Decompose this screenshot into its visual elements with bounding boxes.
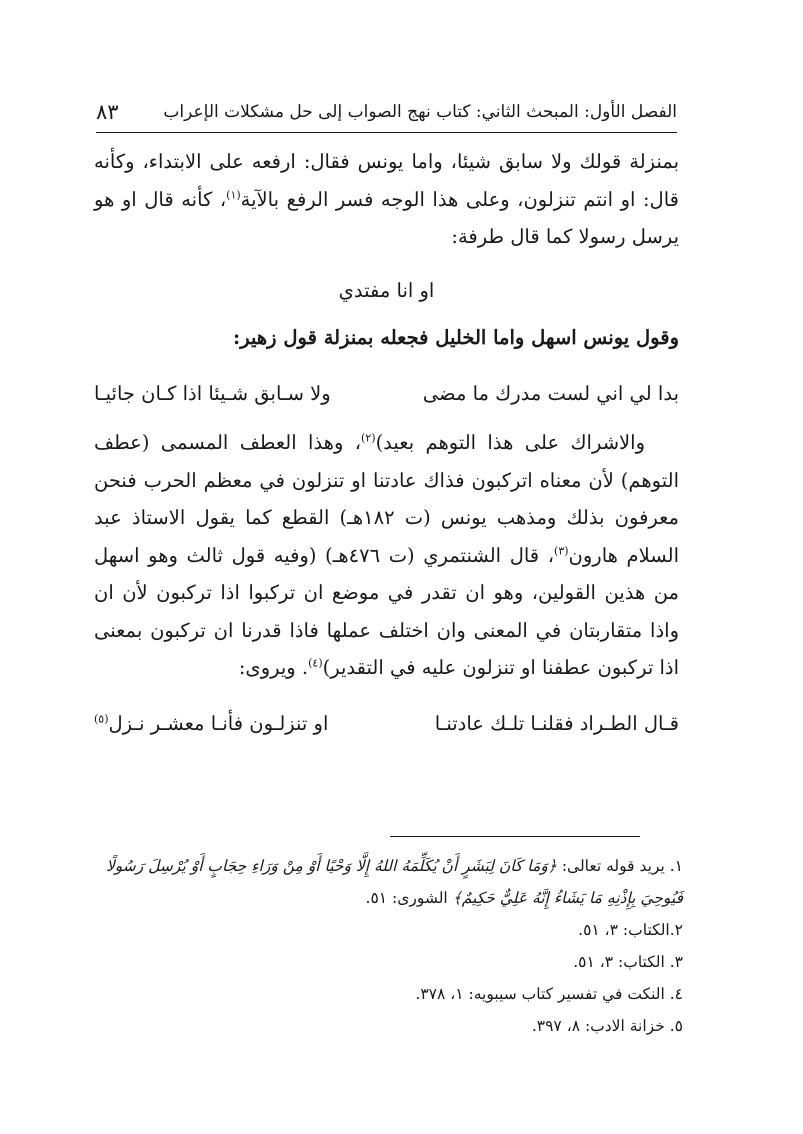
- footnote-ref: (٢): [361, 431, 376, 445]
- verse-line: او انا مفتدي: [338, 278, 435, 302]
- quran-quote: ﴿وَمَا كَانَ لِبَشَرٍ أَنْ يُكَلِّمَهُ اللهُ إِلَّا وَحْيًا أَوْ مِنْ وَرَاءِ حِجَابٍ أَوْ يُرْسِلَ رَسُولًا فَيُوحِيَ بِإِذْنِهِ مَا يَشَاءُ إِنَّهُ عَلِيٌّ حَكِيمٌ﴾: [105, 857, 683, 907]
- paragraph-text: ، قال الشنتمري (ت ٤٧٦هـ) (وفيه قول ثالث وهو اسهل من هذين القولين، وهو ان تقدر في موضع ان تركبوا اذا تركبون لأن ان واذا متقاربتان في المعنى وان اختلف عملها فاذا قدرنا ان تركبون بمعنى اذا تركبون عطفنا او تنزلون عليه في التقدير): [94, 543, 679, 679]
- footnote: ٢.الكتاب: ٣، ٥١.: [578, 921, 683, 939]
- footnote-text: الشورى: ٥١.: [365, 889, 453, 907]
- paragraph-text: بمنزلة قولك ولا سابق شيئا، واما يونس فقال: ارفعه على الابتداء، وكأنه قال: او انتم تنزلون، وعلى هذا الوجه فسر الرفع بالآية: [94, 150, 679, 211]
- footnote: ٣. الكتاب: ٣، ٥١.: [573, 953, 683, 971]
- footnote: ٤. النكت في تفسير كتاب سيبويه: ١، ٣٧٨.: [415, 985, 683, 1003]
- verse-second-hemistich: ولا سـابق شـيئا اذا كـان جائيـا: [94, 381, 331, 405]
- footnote: [92, 850, 683, 914]
- footnotes: [92, 850, 683, 1042]
- footnote-ref: (١): [226, 188, 241, 201]
- main-text: [94, 143, 679, 754]
- verse-first-hemistich: بدا لي اني لست مدرك ما مضى: [422, 381, 679, 405]
- paragraph-text: والاشراك على هذا التوهم بعيد): [375, 431, 645, 454]
- footnote-ref: (٥): [94, 712, 109, 725]
- page-number: ٨٣: [96, 100, 119, 124]
- section-heading-line: وقول يونس اسهل واما الخليل فجعله بمنزلة قول زهير:: [233, 326, 679, 349]
- verse-first-hemistich: قـال الطـراد فقلنـا تلـك عادتنـا: [434, 711, 679, 735]
- paragraph-text: ، كأنه قال او هو يرسل رسولا كما قال طرفة:: [94, 187, 679, 248]
- footnote: ٥. خزانة الادب: ٨، ٣٩٧.: [531, 1017, 683, 1035]
- running-title: الفصل الأول: المبحث الثاني: كتاب نهج الصواب إلى حل مشكلات الإعراب: [163, 102, 677, 122]
- paragraph-text: ، وهذا العطف المسمى (عطف التوهم) لأن معناه اتركبون فذاك عادتنا او تنزلون في معظم الحرب فنحن معرفون بذلك ومذهب يونس (ت ١٨٢هـ) القطع كما يقول الاستاذ عبد السلام هارون: [94, 431, 679, 567]
- footnote-ref: (٣): [554, 544, 569, 557]
- poem-verse: [94, 375, 679, 413]
- footnote-text: ١. يريد قوله تعالى:: [556, 857, 683, 875]
- paragraph: [94, 424, 679, 687]
- footnote-separator: [390, 836, 640, 837]
- verse-second-hemistich: [94, 705, 328, 743]
- poem-verse: [94, 705, 679, 743]
- page-header: [96, 92, 677, 133]
- verse-text: او تنزلـون فأنـا معشـر نـزل: [108, 711, 329, 735]
- paragraph-text: . ويروى:: [238, 656, 309, 679]
- footnote-ref: (٤): [308, 656, 323, 670]
- paragraph: [94, 143, 679, 256]
